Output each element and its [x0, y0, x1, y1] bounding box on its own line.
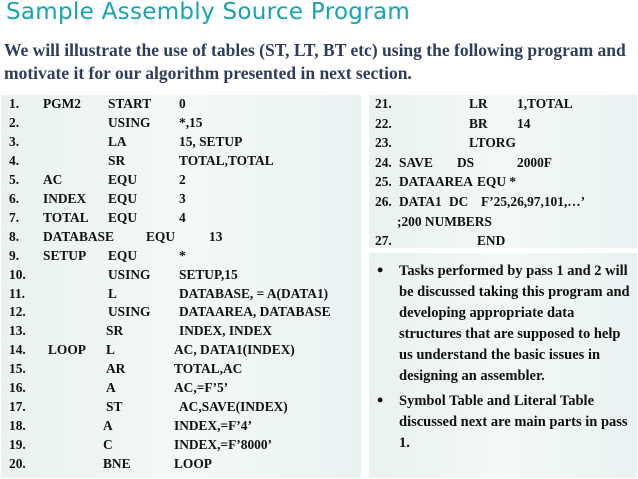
code-operand: 14	[517, 115, 531, 131]
code-operand: LOOP	[174, 456, 212, 472]
code-label: PGM2	[43, 96, 81, 111]
bullet-list	[377, 261, 633, 458]
code-op: LTORG	[469, 135, 516, 151]
code-label: LOOP	[48, 342, 86, 358]
code-op: AR	[106, 361, 126, 377]
code-operand: 2000F	[517, 154, 552, 170]
notes-panel	[369, 253, 637, 478]
code-operand: AC,SAVE(INDEX)	[179, 399, 288, 415]
code-op: DC	[449, 194, 469, 209]
code-operand: 13	[209, 228, 223, 244]
code-label: AC	[43, 171, 63, 187]
code-op: ST	[106, 399, 123, 415]
code-num: 5.	[9, 171, 20, 187]
code-op: END	[477, 233, 506, 249]
code-op: SR	[106, 323, 124, 339]
code-num: 17.	[9, 399, 26, 415]
code-op: SR	[108, 152, 126, 168]
code-label: INDEX	[43, 190, 87, 206]
code-op: EQU	[108, 171, 138, 187]
code-num: 23.	[375, 135, 392, 151]
code-operand: 4	[179, 209, 186, 225]
code-operand: TOTAL,TOTAL	[179, 152, 274, 168]
code-op: LA	[108, 133, 127, 149]
code-num: 16.	[9, 380, 26, 396]
code-label: TOTAL	[43, 209, 89, 225]
code-operand: *	[179, 247, 186, 263]
slide-title: Sample Assembly Source Program	[6, 0, 411, 25]
code-op: USING	[108, 304, 151, 320]
code-operand: INDEX,=F’8000’	[174, 437, 273, 453]
left-code-panel	[1, 95, 361, 478]
code-operand: *,15	[179, 114, 203, 130]
code-num: 24.	[375, 154, 392, 170]
code-num: 25.	[375, 174, 392, 190]
code-op: EQU *	[477, 174, 517, 190]
code-label: ;200 NUMBERS	[397, 213, 492, 229]
code-num: 9.	[9, 247, 20, 263]
code-num: 20.	[9, 456, 26, 472]
code-op: USING	[108, 266, 151, 282]
code-op: EQU	[108, 247, 138, 263]
code-op: L	[106, 342, 115, 358]
code-num: 18.	[9, 418, 26, 434]
code-op: A	[103, 418, 113, 434]
code-op: L	[108, 285, 117, 301]
code-label: SAVE	[399, 154, 433, 170]
code-operand: INDEX,=F’4’	[174, 418, 252, 434]
code-num: 26.	[375, 194, 392, 209]
code-op: EQU	[108, 190, 138, 206]
code-operand: 2	[179, 171, 186, 187]
code-num: 10.	[9, 266, 26, 282]
code-num: 13.	[9, 323, 26, 339]
code-operand: 3	[179, 190, 186, 206]
code-num: 22.	[375, 115, 392, 131]
right-code-panel	[369, 95, 637, 248]
code-op: BNE	[103, 456, 131, 472]
code-num: 4.	[9, 152, 20, 168]
code-operand: AC, DATA1(INDEX)	[174, 342, 295, 358]
code-op: START	[108, 96, 152, 111]
code-op: EQU	[146, 228, 176, 244]
code-op: A	[106, 380, 116, 396]
code-num: 1.	[9, 96, 20, 111]
slide-subtitle: We will illustrate the use of tables (ST, LT, BT etc) using the following program and motivate it for our algorithm presented in next section.	[4, 40, 626, 83]
bullet-item	[377, 261, 633, 387]
code-op: LR	[469, 96, 488, 111]
code-operand: 1,TOTAL	[517, 96, 573, 111]
code-label: SETUP	[43, 247, 87, 263]
code-label: DATABASE	[43, 228, 114, 244]
bullet-icon: •	[377, 390, 384, 410]
code-num: 6.	[9, 190, 20, 206]
bullet-text: Tasks performed by pass 1 and 2 will be discussed taking this program and developing appropriate data structures that are supposed to help us understand the basic issues in designing an assembler.	[399, 263, 630, 384]
code-num: 15.	[9, 361, 26, 377]
code-op: DS	[457, 154, 475, 170]
code-operand: F’25,26,97,101,…’	[481, 194, 586, 209]
code-operand: INDEX, INDEX	[179, 323, 273, 339]
code-num: 11.	[9, 285, 25, 301]
bullet-icon: •	[377, 260, 384, 280]
code-operand: SETUP,15	[179, 266, 238, 282]
code-num: 8.	[9, 228, 20, 244]
code-num: 2.	[9, 114, 20, 130]
code-num: 12.	[9, 304, 26, 320]
code-num: 19.	[9, 437, 26, 453]
code-operand: DATABASE, = A(DATA1)	[179, 285, 329, 301]
code-num: 27.	[375, 233, 392, 249]
code-operand: 0	[179, 96, 186, 111]
code-op: C	[103, 437, 113, 453]
code-operand: TOTAL,AC	[174, 361, 243, 377]
code-operand: 15, SETUP	[179, 133, 243, 149]
code-op: BR	[469, 115, 488, 131]
code-label: DATA1	[399, 194, 442, 209]
code-op: USING	[108, 114, 151, 130]
bullet-text: Symbol Table and Literal Table discussed next are main parts in pass 1.	[399, 393, 628, 451]
code-label: DATAAREA	[399, 174, 473, 190]
code-operand: AC,=F’5’	[174, 380, 229, 396]
code-num: 21.	[375, 96, 392, 111]
code-operand: DATAAREA, DATABASE	[179, 304, 331, 320]
code-op: EQU	[108, 209, 138, 225]
bullet-item	[377, 391, 633, 454]
code-num: 3.	[9, 133, 20, 149]
code-num: 14.	[9, 342, 26, 358]
code-num: 7.	[9, 209, 20, 225]
